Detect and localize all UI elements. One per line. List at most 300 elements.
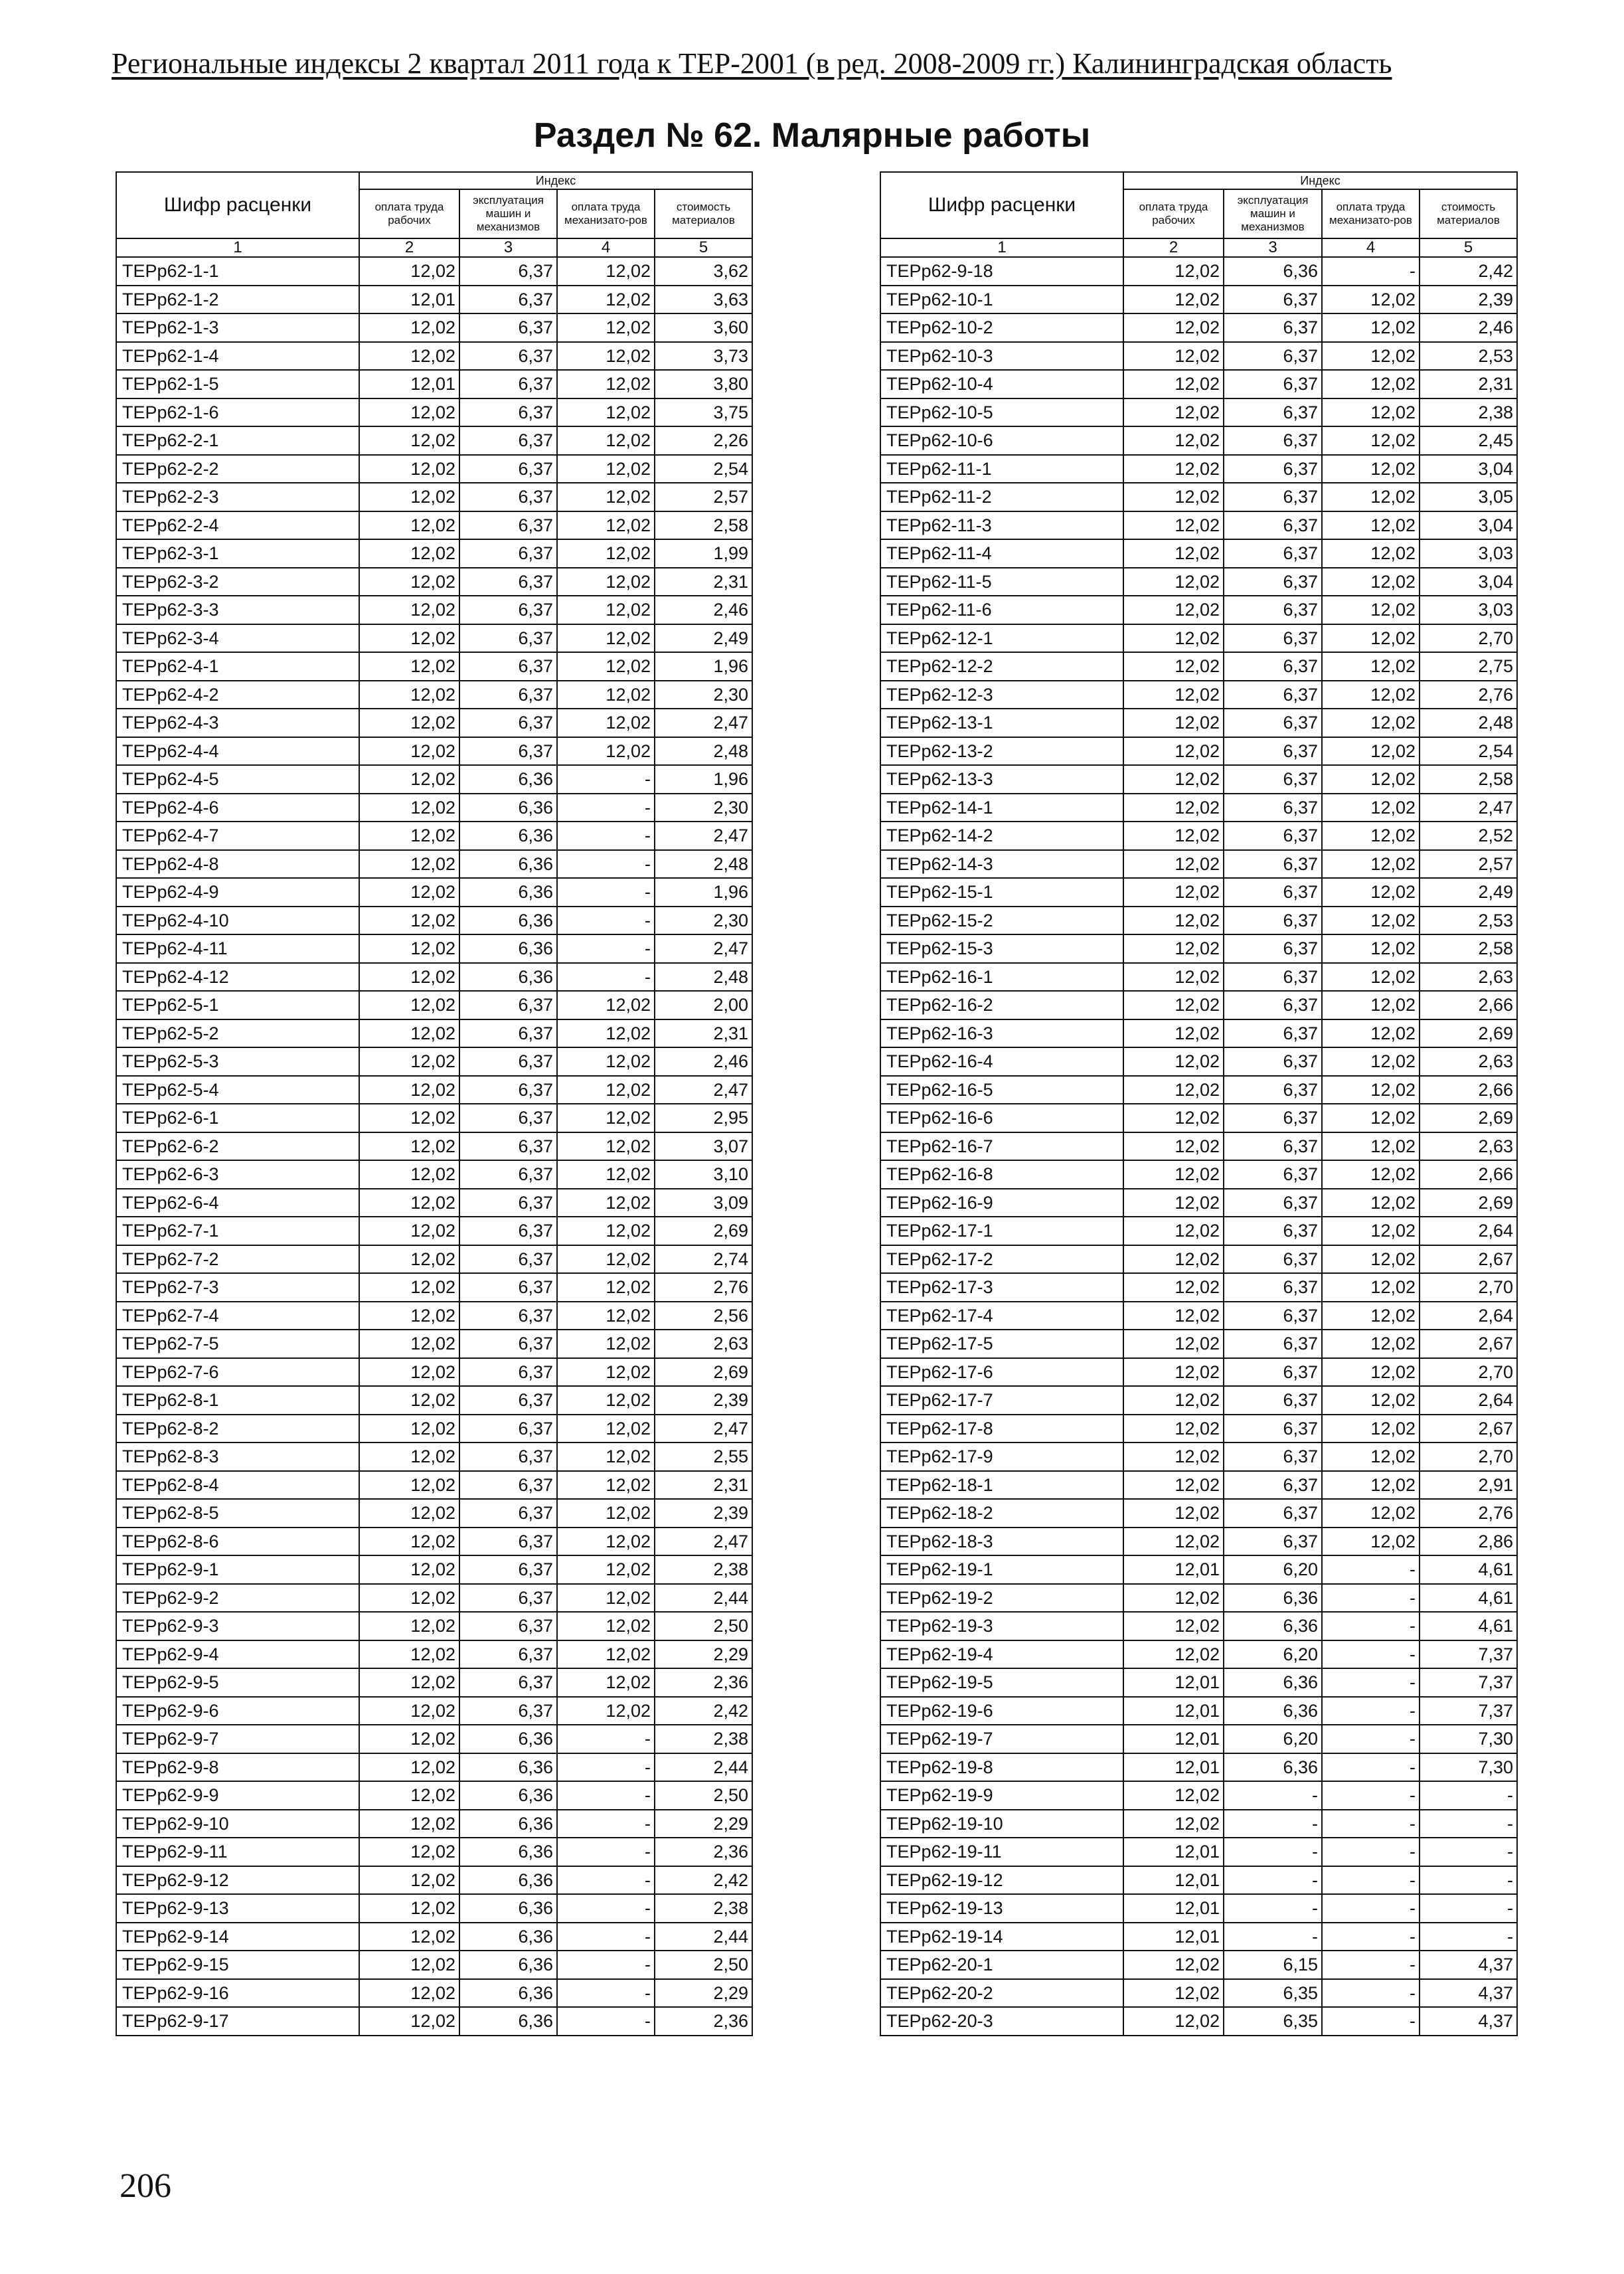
materials-index-cell: 2,44	[655, 1753, 752, 1782]
materials-index-cell: 2,42	[1420, 257, 1517, 286]
rate-code-cell: ТЕРр62-14-1	[880, 794, 1123, 822]
materials-index-cell: 3,07	[655, 1132, 752, 1161]
labor-index-cell: 12,02	[1123, 568, 1224, 596]
operator-index-cell: -	[557, 1810, 655, 1838]
machine-index-cell: 6,37	[1224, 1528, 1322, 1556]
materials-index-cell: 2,39	[655, 1386, 752, 1415]
labor-index-cell: 12,02	[359, 850, 459, 879]
labor-index-cell: 12,02	[359, 539, 459, 568]
rate-code-cell: ТЕРр62-8-6	[116, 1528, 359, 1556]
operator-index-cell: -	[557, 1781, 655, 1810]
operator-index-cell: 12,02	[1322, 1104, 1420, 1132]
machine-index-cell: 6,37	[459, 539, 557, 568]
machine-index-cell: 6,37	[1224, 483, 1322, 511]
machine-index-cell: 6,37	[459, 1415, 557, 1443]
table-row	[116, 934, 752, 963]
materials-index-cell: 2,63	[1420, 963, 1517, 992]
machine-index-cell: 6,36	[1224, 1668, 1322, 1697]
table-row	[880, 1584, 1517, 1613]
materials-index-cell: 2,44	[655, 1923, 752, 1951]
rate-code-cell: ТЕРр62-1-4	[116, 342, 359, 371]
header-materials: стоимость материалов	[1420, 189, 1517, 238]
table-row	[116, 652, 752, 681]
operator-index-cell: -	[557, 907, 655, 935]
operator-index-cell: -	[1322, 1781, 1420, 1810]
labor-index-cell: 12,02	[359, 1640, 459, 1669]
table-row	[116, 624, 752, 653]
operator-index-cell: -	[557, 1838, 655, 1866]
operator-index-cell: 12,02	[557, 1443, 655, 1471]
materials-index-cell: 2,45	[1420, 426, 1517, 455]
operator-index-cell: -	[557, 794, 655, 822]
operator-index-cell: 12,02	[1322, 1019, 1420, 1048]
rate-code-cell: ТЕРр62-17-6	[880, 1358, 1123, 1387]
machine-index-cell: 6,20	[1224, 1555, 1322, 1584]
table-row	[880, 1358, 1517, 1387]
table-row	[116, 1245, 752, 1274]
machine-index-cell: 6,37	[459, 1584, 557, 1613]
operator-index-cell: 12,02	[557, 737, 655, 766]
labor-index-cell: 12,02	[1123, 1415, 1224, 1443]
materials-index-cell: 2,50	[655, 1781, 752, 1810]
machine-index-cell: 6,37	[459, 681, 557, 709]
operator-index-cell: 12,02	[557, 1132, 655, 1161]
table-row	[116, 1951, 752, 1979]
materials-index-cell: 7,30	[1420, 1753, 1517, 1782]
materials-index-cell: 1,99	[655, 539, 752, 568]
table-row	[880, 737, 1517, 766]
materials-index-cell: 2,66	[1420, 1076, 1517, 1104]
labor-index-cell: 12,02	[359, 822, 459, 850]
labor-index-cell: 12,01	[1123, 1668, 1224, 1697]
operator-index-cell: 12,02	[557, 1612, 655, 1640]
labor-index-cell: 12,02	[359, 1273, 459, 1302]
table-row	[880, 596, 1517, 624]
operator-index-cell: -	[557, 1894, 655, 1923]
table-row	[880, 539, 1517, 568]
table-row	[880, 1189, 1517, 1217]
machine-index-cell: 6,37	[1224, 963, 1322, 992]
materials-index-cell: 2,74	[655, 1245, 752, 1274]
labor-index-cell: 12,02	[359, 1047, 459, 1076]
materials-index-cell: 2,69	[655, 1358, 752, 1387]
table-body-right	[880, 257, 1517, 2036]
rate-code-cell: ТЕРр62-11-2	[880, 483, 1123, 511]
operator-index-cell: 12,02	[557, 1160, 655, 1189]
machine-index-cell: 6,36	[459, 1810, 557, 1838]
materials-index-cell: 2,47	[655, 709, 752, 737]
table-row	[880, 1528, 1517, 1556]
labor-index-cell: 12,01	[1123, 1753, 1224, 1782]
labor-index-cell: 12,01	[359, 286, 459, 314]
machine-index-cell: 6,36	[459, 794, 557, 822]
rate-code-cell: ТЕРр62-3-4	[116, 624, 359, 653]
labor-index-cell: 12,01	[1123, 1923, 1224, 1951]
table-row	[880, 511, 1517, 540]
operator-index-cell: 12,02	[1322, 1273, 1420, 1302]
table-row	[116, 1386, 752, 1415]
machine-index-cell: 6,37	[1224, 1386, 1322, 1415]
machine-index-cell: 6,37	[1224, 511, 1322, 540]
materials-index-cell: 7,37	[1420, 1640, 1517, 1669]
materials-index-cell: 2,30	[655, 681, 752, 709]
rate-code-cell: ТЕРр62-4-5	[116, 765, 359, 794]
machine-index-cell: 6,37	[1224, 539, 1322, 568]
table-row	[880, 1104, 1517, 1132]
table-row	[116, 1555, 752, 1584]
machine-index-cell: 6,36	[459, 1894, 557, 1923]
machine-index-cell: 6,37	[1224, 1443, 1322, 1471]
machine-index-cell: 6,37	[1224, 1047, 1322, 1076]
machine-index-cell: 6,37	[459, 455, 557, 483]
labor-index-cell: 12,02	[359, 737, 459, 766]
machine-index-cell: 6,37	[1224, 991, 1322, 1019]
table-row	[880, 1612, 1517, 1640]
materials-index-cell: 2,50	[655, 1612, 752, 1640]
operator-index-cell: 12,02	[557, 1217, 655, 1245]
machine-index-cell: 6,37	[459, 286, 557, 314]
operator-index-cell: 12,02	[1322, 681, 1420, 709]
materials-index-cell: 2,56	[655, 1302, 752, 1330]
materials-index-cell: 2,95	[655, 1104, 752, 1132]
labor-index-cell: 12,02	[1123, 991, 1224, 1019]
machine-index-cell: -	[1224, 1866, 1322, 1895]
rate-code-cell: ТЕРр62-5-3	[116, 1047, 359, 1076]
labor-index-cell: 12,02	[1123, 1358, 1224, 1387]
labor-index-cell: 12,02	[1123, 1584, 1224, 1613]
operator-index-cell: 12,02	[1322, 596, 1420, 624]
operator-index-cell: 12,02	[1322, 313, 1420, 342]
materials-index-cell: 2,42	[655, 1697, 752, 1725]
table-row	[880, 907, 1517, 935]
table-row	[880, 426, 1517, 455]
materials-index-cell: 2,58	[1420, 934, 1517, 963]
labor-index-cell: 12,02	[1123, 1979, 1224, 2008]
rate-code-cell: ТЕРр62-16-1	[880, 963, 1123, 992]
operator-index-cell: 12,02	[1322, 1386, 1420, 1415]
operator-index-cell: -	[1322, 2007, 1420, 2036]
rate-code-cell: ТЕРр62-7-6	[116, 1358, 359, 1387]
table-row	[116, 313, 752, 342]
rate-code-cell: ТЕРр62-19-1	[880, 1555, 1123, 1584]
rate-code-cell: ТЕРр62-9-16	[116, 1979, 359, 2008]
operator-index-cell: 12,02	[1322, 1443, 1420, 1471]
materials-index-cell: 2,69	[1420, 1019, 1517, 1048]
operator-index-cell: 12,02	[557, 652, 655, 681]
labor-index-cell: 12,01	[1123, 1555, 1224, 1584]
operator-index-cell: 12,02	[1322, 709, 1420, 737]
operator-index-cell: 12,02	[1322, 1047, 1420, 1076]
machine-index-cell: -	[1224, 1894, 1322, 1923]
materials-index-cell: 2,47	[655, 934, 752, 963]
rate-code-cell: ТЕРр62-3-3	[116, 596, 359, 624]
operator-index-cell: -	[1322, 1923, 1420, 1951]
operator-index-cell: -	[1322, 1866, 1420, 1895]
table-row	[116, 1668, 752, 1697]
machine-index-cell: 6,37	[1224, 455, 1322, 483]
labor-index-cell: 12,02	[1123, 1781, 1224, 1810]
header-labor: оплата труда рабочих	[359, 189, 459, 238]
machine-index-cell: 6,36	[1224, 1584, 1322, 1613]
table-row	[116, 1189, 752, 1217]
table-row	[116, 1443, 752, 1471]
labor-index-cell: 12,02	[1123, 1104, 1224, 1132]
operator-index-cell: -	[557, 1753, 655, 1782]
operator-index-cell: 12,02	[1322, 1245, 1420, 1274]
labor-index-cell: 12,02	[359, 511, 459, 540]
materials-index-cell: 3,10	[655, 1160, 752, 1189]
machine-index-cell: 6,37	[1224, 1217, 1322, 1245]
table-row	[880, 1217, 1517, 1245]
operator-index-cell: 12,02	[557, 1471, 655, 1500]
operator-index-cell: 12,02	[557, 426, 655, 455]
table-row	[880, 794, 1517, 822]
section-title: Раздел № 62. Малярные работы	[533, 116, 1091, 155]
table-row	[116, 511, 752, 540]
labor-index-cell: 12,02	[359, 1612, 459, 1640]
machine-index-cell: 6,36	[1224, 1753, 1322, 1782]
table-row	[880, 822, 1517, 850]
labor-index-cell: 12,02	[1123, 624, 1224, 653]
machine-index-cell: 6,37	[459, 1528, 557, 1556]
rate-code-cell: ТЕРр62-19-14	[880, 1923, 1123, 1951]
rate-code-cell: ТЕРр62-16-8	[880, 1160, 1123, 1189]
table-row	[880, 257, 1517, 286]
labor-index-cell: 12,02	[1123, 1612, 1224, 1640]
materials-index-cell: 3,05	[1420, 483, 1517, 511]
rate-code-cell: ТЕРр62-12-1	[880, 624, 1123, 653]
labor-index-cell: 12,02	[359, 1894, 459, 1923]
machine-index-cell: 6,37	[1224, 1358, 1322, 1387]
labor-index-cell: 12,02	[1123, 709, 1224, 737]
labor-index-cell: 12,02	[1123, 934, 1224, 963]
materials-index-cell: 2,48	[655, 850, 752, 879]
rate-code-cell: ТЕРр62-2-3	[116, 483, 359, 511]
table-row	[116, 596, 752, 624]
operator-index-cell: -	[557, 963, 655, 992]
materials-index-cell: 4,61	[1420, 1555, 1517, 1584]
rate-code-cell: ТЕРр62-17-8	[880, 1415, 1123, 1443]
materials-index-cell: 2,31	[655, 568, 752, 596]
rate-code-cell: ТЕРр62-16-5	[880, 1076, 1123, 1104]
materials-index-cell: 2,67	[1420, 1245, 1517, 1274]
rate-code-cell: ТЕРр62-7-1	[116, 1217, 359, 1245]
table-row	[116, 1584, 752, 1613]
header-code: Шифр расценки	[116, 172, 359, 238]
rate-code-cell: ТЕРр62-10-2	[880, 313, 1123, 342]
labor-index-cell: 12,02	[359, 1358, 459, 1387]
operator-index-cell: 12,02	[557, 709, 655, 737]
machine-index-cell: 6,37	[459, 568, 557, 596]
machine-index-cell: 6,37	[1224, 370, 1322, 398]
rate-code-cell: ТЕРр62-15-1	[880, 878, 1123, 907]
table-row	[116, 455, 752, 483]
operator-index-cell: 12,02	[557, 1189, 655, 1217]
table-row	[880, 370, 1517, 398]
labor-index-cell: 12,02	[359, 1979, 459, 2008]
rate-code-cell: ТЕРр62-10-1	[880, 286, 1123, 314]
machine-index-cell: 6,37	[459, 1019, 557, 1048]
operator-index-cell: 12,02	[1322, 1160, 1420, 1189]
machine-index-cell: 6,37	[459, 1217, 557, 1245]
labor-index-cell: 12,02	[1123, 1951, 1224, 1979]
machine-index-cell: 6,37	[459, 1640, 557, 1669]
materials-index-cell: 2,47	[655, 822, 752, 850]
machine-index-cell: 6,37	[459, 1047, 557, 1076]
rate-code-cell: ТЕРр62-8-3	[116, 1443, 359, 1471]
rate-code-cell: ТЕРр62-13-3	[880, 765, 1123, 794]
labor-index-cell: 12,02	[359, 1866, 459, 1895]
materials-index-cell: 1,96	[655, 878, 752, 907]
machine-index-cell: 6,37	[459, 991, 557, 1019]
machine-index-cell: 6,36	[459, 963, 557, 992]
machine-index-cell: 6,36	[459, 907, 557, 935]
machine-index-cell: 6,37	[1224, 709, 1322, 737]
machine-index-cell: 6,37	[1224, 398, 1322, 427]
labor-index-cell: 12,02	[359, 991, 459, 1019]
table-row	[880, 1866, 1517, 1895]
rate-code-cell: ТЕРр62-4-9	[116, 878, 359, 907]
table-row	[880, 455, 1517, 483]
rate-code-cell: ТЕРр62-19-13	[880, 1894, 1123, 1923]
operator-index-cell: 12,02	[557, 1499, 655, 1528]
table-row	[116, 1923, 752, 1951]
labor-index-cell: 12,01	[1123, 1894, 1224, 1923]
table-row	[116, 907, 752, 935]
rate-code-cell: ТЕРр62-9-4	[116, 1640, 359, 1669]
materials-index-cell: 2,29	[655, 1979, 752, 2008]
machine-index-cell: 6,36	[459, 1979, 557, 2008]
materials-index-cell: 2,48	[1420, 709, 1517, 737]
rate-code-cell: ТЕРр62-4-2	[116, 681, 359, 709]
materials-index-cell: 2,63	[1420, 1047, 1517, 1076]
table-row	[880, 1951, 1517, 1979]
materials-index-cell: 2,36	[655, 2007, 752, 2036]
machine-index-cell: 6,37	[1224, 1471, 1322, 1500]
materials-index-cell: 2,49	[1420, 878, 1517, 907]
rate-code-cell: ТЕРр62-7-4	[116, 1302, 359, 1330]
labor-index-cell: 12,02	[359, 596, 459, 624]
table-row	[880, 1894, 1517, 1923]
table-row	[116, 1499, 752, 1528]
materials-index-cell: 3,09	[655, 1189, 752, 1217]
materials-index-cell: 2,49	[655, 624, 752, 653]
labor-index-cell: 12,02	[359, 878, 459, 907]
rate-code-cell: ТЕРр62-19-7	[880, 1725, 1123, 1753]
rate-code-cell: ТЕРр62-4-1	[116, 652, 359, 681]
table-row	[116, 1781, 752, 1810]
operator-index-cell: 12,02	[1322, 568, 1420, 596]
rate-code-cell: ТЕРр62-9-8	[116, 1753, 359, 1782]
table-row	[116, 1838, 752, 1866]
operator-index-cell: -	[1322, 1894, 1420, 1923]
table-row	[116, 1330, 752, 1358]
labor-index-cell: 12,02	[359, 1951, 459, 1979]
labor-index-cell: 12,02	[1123, 511, 1224, 540]
labor-index-cell: 12,01	[1123, 1838, 1224, 1866]
rate-code-cell: ТЕРр62-20-1	[880, 1951, 1123, 1979]
materials-index-cell: 2,63	[1420, 1132, 1517, 1161]
operator-index-cell: 12,02	[1322, 765, 1420, 794]
materials-index-cell: 2,30	[655, 794, 752, 822]
table-row	[880, 1076, 1517, 1104]
operator-index-cell: 12,02	[1322, 822, 1420, 850]
operator-index-cell: 12,02	[557, 1358, 655, 1387]
machine-index-cell: 6,37	[1224, 313, 1322, 342]
machine-index-cell: 6,37	[459, 370, 557, 398]
rate-code-cell: ТЕРр62-9-12	[116, 1866, 359, 1895]
operator-index-cell: -	[557, 765, 655, 794]
labor-index-cell: 12,02	[1123, 652, 1224, 681]
operator-index-cell: 12,02	[1322, 1189, 1420, 1217]
operator-index-cell: 12,02	[1322, 511, 1420, 540]
rate-code-cell: ТЕРр62-16-9	[880, 1189, 1123, 1217]
operator-index-cell: 12,02	[1322, 539, 1420, 568]
materials-index-cell: 2,67	[1420, 1330, 1517, 1358]
materials-index-cell: 2,64	[1420, 1217, 1517, 1245]
table-row	[880, 1386, 1517, 1415]
rate-code-cell: ТЕРр62-20-2	[880, 1979, 1123, 2008]
labor-index-cell: 12,02	[359, 398, 459, 427]
machine-index-cell: 6,37	[459, 1160, 557, 1189]
operator-index-cell: 12,02	[1322, 455, 1420, 483]
machine-index-cell: 6,37	[1224, 934, 1322, 963]
machine-index-cell: -	[1224, 1810, 1322, 1838]
operator-index-cell: 12,02	[1322, 907, 1420, 935]
operator-index-cell: -	[557, 2007, 655, 2036]
labor-index-cell: 12,01	[1123, 1725, 1224, 1753]
table-row	[880, 1923, 1517, 1951]
table-row	[116, 794, 752, 822]
rate-code-cell: ТЕРр62-9-6	[116, 1697, 359, 1725]
operator-index-cell: 12,02	[1322, 878, 1420, 907]
table-row	[116, 1697, 752, 1725]
column-number: 3	[459, 238, 557, 257]
materials-index-cell: 2,69	[1420, 1189, 1517, 1217]
materials-index-cell: -	[1420, 1894, 1517, 1923]
rate-code-cell: ТЕРр62-17-4	[880, 1302, 1123, 1330]
materials-index-cell: 1,96	[655, 765, 752, 794]
table-row	[880, 483, 1517, 511]
operator-index-cell: -	[1322, 1979, 1420, 2008]
table-row	[116, 286, 752, 314]
machine-index-cell: 6,37	[459, 1555, 557, 1584]
table-row	[116, 1160, 752, 1189]
rate-code-cell: ТЕРр62-17-2	[880, 1245, 1123, 1274]
table-row	[880, 313, 1517, 342]
labor-index-cell: 12,02	[359, 1584, 459, 1613]
materials-index-cell: 2,36	[655, 1668, 752, 1697]
materials-index-cell: 2,76	[1420, 1499, 1517, 1528]
machine-index-cell: 6,37	[459, 342, 557, 371]
materials-index-cell: 2,38	[655, 1725, 752, 1753]
machine-index-cell: 6,37	[1224, 681, 1322, 709]
rate-code-cell: ТЕРр62-11-3	[880, 511, 1123, 540]
operator-index-cell: 12,02	[557, 1047, 655, 1076]
page-header: Региональные индексы 2 квартал 2011 года к ТЕР-2001 (в ред. 2008-2009 гг.) Калининградская область	[112, 47, 1392, 80]
table-row	[116, 539, 752, 568]
materials-index-cell: 2,58	[1420, 765, 1517, 794]
operator-index-cell: 12,02	[1322, 370, 1420, 398]
materials-index-cell: 3,63	[655, 286, 752, 314]
table-row	[880, 1415, 1517, 1443]
operator-index-cell: 12,02	[557, 370, 655, 398]
materials-index-cell: 2,76	[655, 1273, 752, 1302]
operator-index-cell: 12,02	[1322, 426, 1420, 455]
materials-index-cell: 7,37	[1420, 1697, 1517, 1725]
labor-index-cell: 12,02	[359, 1443, 459, 1471]
materials-index-cell: 1,96	[655, 652, 752, 681]
